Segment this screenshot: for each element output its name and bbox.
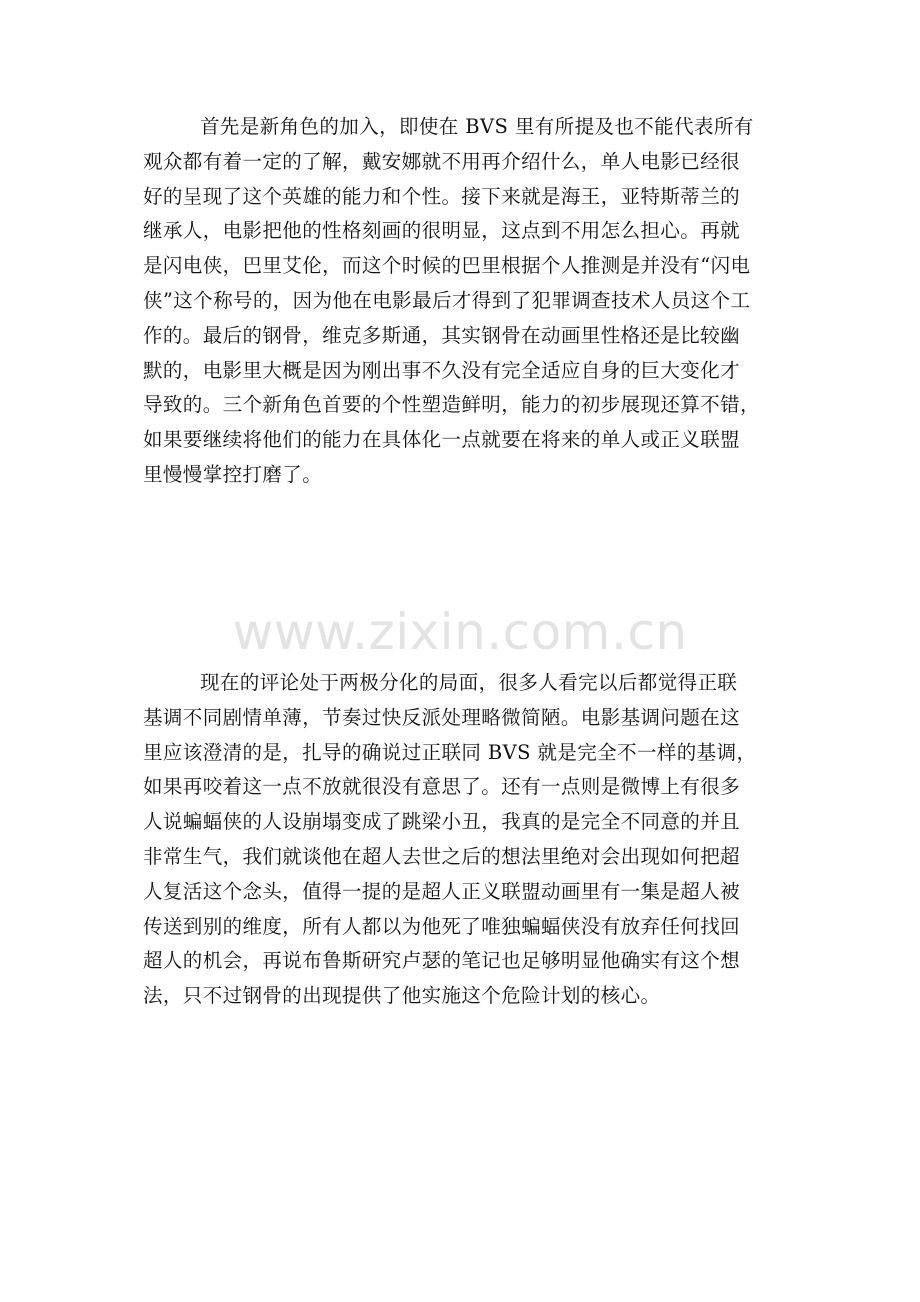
text-line: 基调不同剧情单薄，节奏过快反派处理略微简陋。电影基调问题在这 bbox=[143, 705, 741, 729]
text-line: 法，只不过钢骨的出现提供了他实施这个危险计划的核心。 bbox=[143, 984, 661, 1008]
text-line: 里慢慢掌控打磨了。 bbox=[143, 462, 323, 486]
text-line: 侠”这个称号的，因为他在电影最后才得到了犯罪调查技术人员这个工 bbox=[143, 288, 751, 312]
text-line: 如果再咬着这一点不放就很没有意思了。还有一点则是微博上有很多 bbox=[143, 775, 741, 799]
text-line: 首先是新角色的加入，即使在 BVS 里有所提及也不能代表所有 bbox=[200, 115, 754, 138]
text-line: 观众都有着一定的了解，戴安娜就不用再介绍什么，单人电影已经很 bbox=[143, 149, 741, 173]
text-line: 非常生气，我们就谈他在超人去世之后的想法里绝对会出现如何把超 bbox=[143, 844, 741, 868]
paragraph-new-characters bbox=[143, 110, 793, 493]
text-line: 人复活这个念头，值得一提的是超人正义联盟动画里有一集是超人被 bbox=[143, 879, 741, 903]
text-line: 是闪电侠，巴里艾伦，而这个时候的巴里根据个人推测是并没有“闪电 bbox=[143, 254, 751, 278]
text-line: 作的。最后的钢骨，维克多斯通，其实钢骨在动画里性格还是比较幽 bbox=[143, 323, 741, 347]
text-line: 传送到别的维度，所有人都以为他死了唯独蝙蝠侠没有放弃任何找回 bbox=[143, 914, 741, 938]
text-line: 现在的评论处于两极分化的局面，很多人看完以后都觉得正联 bbox=[200, 671, 738, 694]
text-line: 好的呈现了这个英雄的能力和个性。接下来就是海王，亚特斯蒂兰的 bbox=[143, 184, 741, 208]
text-line: 继承人，电影把他的性格刻画的很明显，这点到不用怎么担心。再就 bbox=[143, 219, 741, 243]
text-line: 导致的。三个新角色首要的个性塑造鲜明，能力的初步展现还算不错， bbox=[143, 393, 760, 417]
paragraph-reviews bbox=[143, 666, 793, 1014]
text-line: 里应该澄清的是，扎导的确说过正联同 BVS 就是完全不一样的基调， bbox=[143, 740, 757, 764]
text-line: 人说蝙蝠侠的人设崩塌变成了跳梁小丑，我真的是完全不同意的并且 bbox=[143, 810, 741, 834]
text-line: 默的，电影里大概是因为刚出事不久没有完全适应自身的巨大变化才 bbox=[143, 358, 741, 382]
watermark: www.zixin.com.cn bbox=[232, 603, 688, 661]
text-line: 如果要继续将他们的能力在具体化一点就要在将来的单人或正义联盟 bbox=[143, 428, 741, 452]
text-line: 超人的机会，再说布鲁斯研究卢瑟的笔记也足够明显他确实有这个想 bbox=[143, 949, 741, 973]
